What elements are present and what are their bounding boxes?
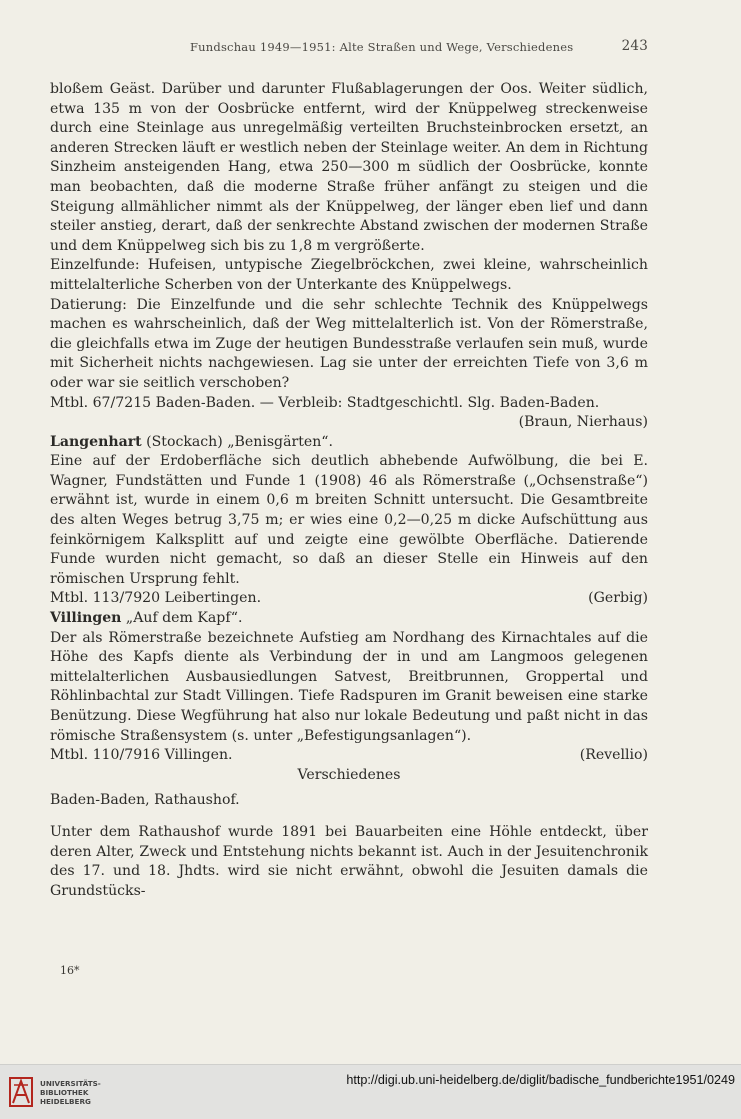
entry-subtitle: Rathaushof. <box>149 792 240 809</box>
author-credit: (Revellio) <box>579 747 648 764</box>
institution-name: UNIVERSITÄTS- BIBLIOTHEK HEIDELBERG <box>40 1079 101 1106</box>
page-number: 243 <box>621 38 648 54</box>
datierung-paragraph: Datierung: Die Einzelfunde und die sehr schlechte Technik des Knüppelwegs machen es wahrscheinlich, daß der Weg mittelalterlich ist. Von der Römerstraße, die gleichfalls etwa im Zuge der heutigen Bundesstraße verlaufen sein muß, wurde mit Sicherheit nichts nachgewiesen. Lag sie unter der erreichten Tiefe von 3,6 m oder war sie seitlich verschoben? <box>50 296 648 391</box>
entry-heading <box>50 433 648 453</box>
entry-text: Eine auf der Erdoberfläche sich deutlich abhebende Aufwölbung, die bei E. Wagner, Fundstätten und Funde 1 (1908) 46 als Römerstraße („Ochsenstraße“) erwähnt ist, wurde in einem 0,6 m breiten Schnitt untersucht. Die Gesamtbreite des alten Weges betrug 3,75 m; er wies eine 0,2—0,25 m dicke Aufschüttung aus feinkörnigem Kalksplitt auf und zeigte eine gewölbte Oberfläche. Datierende Funde wurden nicht gemacht, so daß an dieser Stelle ein Hinweis auf den römischen Ursprung fehlt. <box>50 453 648 587</box>
section-title: Verschiedenes <box>297 766 401 783</box>
reference-line: Mtbl. 67/7215 Baden-Baden. — Verbleib: Stadtgeschichtl. Slg. Baden-Baden. <box>50 394 600 411</box>
entry-heading <box>50 609 648 629</box>
entry-text: Der als Römerstraße bezeichnete Aufstieg am Nordhang des Kirnachtales auf die Höhe des Kapfs diente als Verbindung der in und am Langmoos gelegenen mittelalterlichen Ausbausiedlungen Satvest, Breitbrunnen, Groppertal und Röhlinbachtal zur Stadt Villingen. Tiefe Radspuren im Granit beweisen eine starke Benützung. Diese Wegführung hat also nur lokale Bedeutung und paßt nicht in das römische Straßensystem (s. unter „Befestigungsanlagen“). <box>50 629 648 744</box>
running-head-title: Fundschau 1949—1951: Alte Straßen und Wege, Verschiedenes <box>190 40 574 54</box>
entry-reference <box>50 746 648 766</box>
map-sheet-ref: Mtbl. 110/7916 Villingen. <box>50 747 233 764</box>
entry-place: Langenhart <box>50 433 142 450</box>
body-text <box>50 80 648 901</box>
map-sheet-ref: Mtbl. 113/7920 Leibertingen. <box>50 590 262 607</box>
footer-bar <box>0 1064 741 1119</box>
entry-reference <box>50 589 648 609</box>
signature-mark: 16* <box>60 964 80 977</box>
intro-paragraph: bloßem Geäst. Darüber und darunter Flußablagerungen der Oos. Weiter südlich, etwa 135 m von der Oosbrücke entfernt, wird der Knüppelweg streckenweise durch eine Steinlage aus unregelmäßig verteilten Bruchsteinbrocken ersetzt, an anderen Strecken läuft er westlich neben der Steinlage weiter. An dem in Richtung Sinzheim ansteigenden Hang, etwa 250—300 m südlich der Oosbrücke, konnte man beobachten, daß die moderne Straße früher anfängt zu steigen und die Steigung allmählicher nimmt als der Knüppelweg, der länger eben lief und dann steiler anstieg, derart, daß der senkrechte Abstand zwischen der modernen Straße und dem Knüppelweg sich bis zu 1,8 m vergrößerte. <box>50 81 648 254</box>
university-library-logo-icon <box>8 1075 36 1109</box>
entry-heading <box>50 791 648 811</box>
entry-subtitle: (Stockach) „Benisgärten“. <box>141 433 333 450</box>
entry-place: Villingen <box>50 610 122 627</box>
entry-text: Unter dem Rathaushof wurde 1891 bei Bauarbeiten eine Höhle entdeckt, über deren Alter, Zweck und Entstehung nichts bekannt ist. Auch in der Jesuitenchronik des 17. und 18. Jhdts. wird sie nicht erwähnt, obwohl die Jesuiten damals die Grundstücks- <box>50 823 648 899</box>
entry-subtitle: „Auf dem Kapf“. <box>121 610 243 627</box>
source-url[interactable]: http://digi.ub.uni-heidelberg.de/diglit/badische_fundberichte1951/0249 <box>346 1073 735 1087</box>
einzelfunde-paragraph: Einzelfunde: Hufeisen, untypische Ziegelbröckchen, zwei kleine, wahrscheinlich mittelalterliche Scherben von der Unterkante des Knüppelwegs. <box>50 257 648 293</box>
entry-place: Baden-Baden, <box>50 792 150 809</box>
author-credit: (Braun, Nierhaus) <box>518 414 648 431</box>
author-credit: (Gerbig) <box>588 590 648 607</box>
